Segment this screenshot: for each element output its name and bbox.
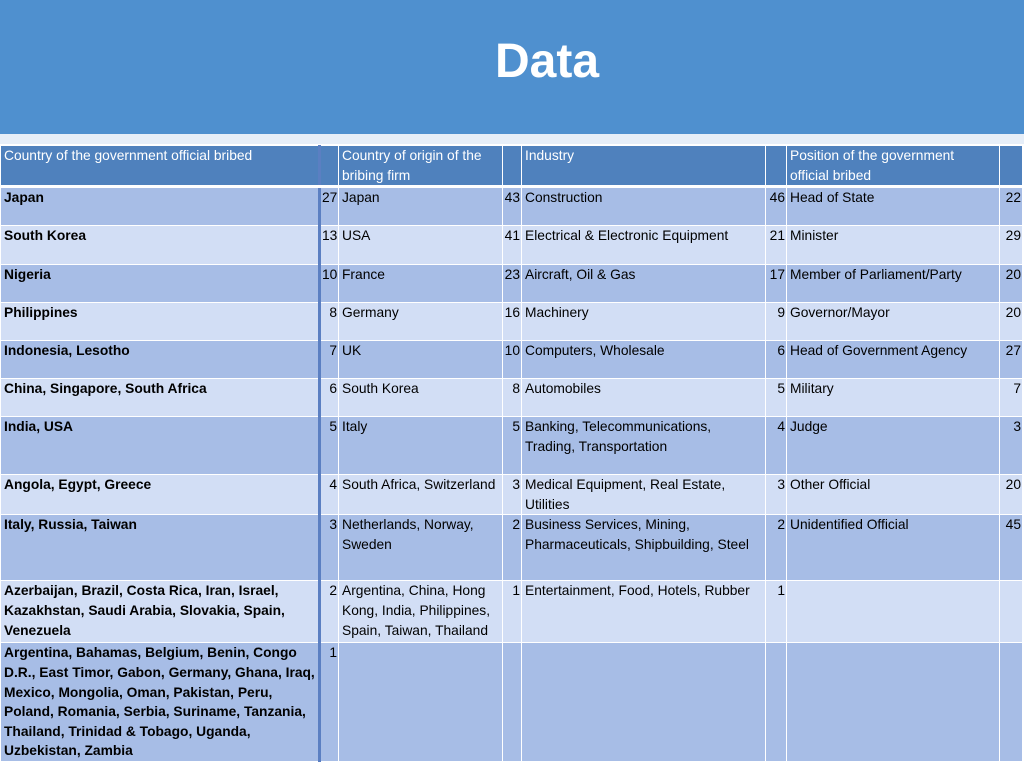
header-position: Position of the government official bribed: [787, 146, 1000, 187]
header-spacer: [320, 146, 339, 187]
industry-count: 9: [766, 303, 787, 341]
country-origin-count: 1: [503, 581, 522, 643]
position-cell: Judge: [787, 417, 1000, 475]
country-origin-cell: [339, 643, 503, 762]
header-industry: Industry: [522, 146, 766, 187]
country-bribed-count: 3: [320, 515, 339, 581]
country-origin-count: 3: [503, 475, 522, 515]
country-bribed-count: 27: [320, 187, 339, 226]
table-row: [1, 643, 1023, 762]
position-count: 7: [1000, 379, 1023, 417]
position-cell: Minister: [787, 226, 1000, 265]
industry-count: 2: [766, 515, 787, 581]
table-row: [1, 475, 1023, 515]
position-count: [1000, 581, 1023, 643]
country-origin-cell: Argentina, China, Hong Kong, India, Philippines, Spain, Taiwan, Thailand: [339, 581, 503, 643]
industry-count: 6: [766, 341, 787, 379]
title-divider: [0, 134, 1024, 144]
header-country-bribed: Country of the government official bribed: [1, 146, 320, 187]
title-bar: [0, 0, 1024, 134]
position-count: 29: [1000, 226, 1023, 265]
position-cell: Member of Parliament/Party: [787, 265, 1000, 303]
country-origin-count: 16: [503, 303, 522, 341]
industry-count: 17: [766, 265, 787, 303]
header-country-origin: Country of origin of the bribing firm: [339, 146, 503, 187]
country-origin-cell: South Korea: [339, 379, 503, 417]
position-count: 20: [1000, 265, 1023, 303]
industry-cell: Construction: [522, 187, 766, 226]
country-bribed-cell: Nigeria: [1, 265, 320, 303]
country-origin-count: 41: [503, 226, 522, 265]
position-count: 45: [1000, 515, 1023, 581]
industry-count: 46: [766, 187, 787, 226]
industry-count: [766, 643, 787, 762]
industry-cell: Computers, Wholesale: [522, 341, 766, 379]
country-bribed-count: 13: [320, 226, 339, 265]
position-cell: Other Official: [787, 475, 1000, 515]
position-cell: [787, 643, 1000, 762]
country-origin-count: 23: [503, 265, 522, 303]
position-count: 27: [1000, 341, 1023, 379]
industry-cell: Entertainment, Food, Hotels, Rubber: [522, 581, 766, 643]
header-row: [1, 146, 1023, 187]
industry-cell: Business Services, Mining, Pharmaceuticals, Shipbuilding, Steel: [522, 515, 766, 581]
country-bribed-cell: China, Singapore, South Africa: [1, 379, 320, 417]
country-bribed-cell: Italy, Russia, Taiwan: [1, 515, 320, 581]
table-row: [1, 379, 1023, 417]
header-spacer: [503, 146, 522, 187]
page-title: Data: [494, 35, 600, 88]
country-bribed-cell: South Korea: [1, 226, 320, 265]
country-origin-cell: France: [339, 265, 503, 303]
header-spacer: [1000, 146, 1023, 187]
country-bribed-count: 2: [320, 581, 339, 643]
table-row: [1, 341, 1023, 379]
country-origin-cell: South Africa, Switzerland: [339, 475, 503, 515]
country-bribed-cell: Indonesia, Lesotho: [1, 341, 320, 379]
position-cell: Governor/Mayor: [787, 303, 1000, 341]
industry-cell: Electrical & Electronic Equipment: [522, 226, 766, 265]
country-bribed-cell: India, USA: [1, 417, 320, 475]
country-bribed-count: 1: [320, 643, 339, 762]
table-row: [1, 265, 1023, 303]
country-origin-count: [503, 643, 522, 762]
country-origin-count: 43: [503, 187, 522, 226]
header-spacer: [766, 146, 787, 187]
country-origin-cell: UK: [339, 341, 503, 379]
table-row: [1, 581, 1023, 643]
position-cell: Unidentified Official: [787, 515, 1000, 581]
table-row: [1, 303, 1023, 341]
country-origin-count: 10: [503, 341, 522, 379]
table-row: [1, 417, 1023, 475]
country-bribed-cell: Argentina, Bahamas, Belgium, Benin, Congo D.R., East Timor, Gabon, Germany, Ghana, Iraq, Mexico, Mongolia, Oman, Pakistan, Peru, Poland, Romania, Serbia, Suriname, Tanzania, Thailand, Trinidad & Tobago, Uganda, Uzbekistan, Zambia: [1, 643, 320, 762]
bribery-data-table: [0, 145, 1023, 762]
position-count: [1000, 643, 1023, 762]
industry-cell: Medical Equipment, Real Estate, Utilities: [522, 475, 766, 515]
industry-cell: [522, 643, 766, 762]
industry-count: 3: [766, 475, 787, 515]
position-cell: [787, 581, 1000, 643]
country-bribed-count: 4: [320, 475, 339, 515]
country-origin-count: 2: [503, 515, 522, 581]
position-count: 20: [1000, 303, 1023, 341]
industry-count: 21: [766, 226, 787, 265]
country-bribed-cell: Philippines: [1, 303, 320, 341]
industry-cell: Automobiles: [522, 379, 766, 417]
table-row: [1, 226, 1023, 265]
industry-cell: Machinery: [522, 303, 766, 341]
country-origin-cell: Netherlands, Norway, Sweden: [339, 515, 503, 581]
country-bribed-count: 6: [320, 379, 339, 417]
country-origin-cell: Italy: [339, 417, 503, 475]
position-cell: Military: [787, 379, 1000, 417]
country-bribed-count: 8: [320, 303, 339, 341]
position-cell: Head of Government Agency: [787, 341, 1000, 379]
position-count: 22: [1000, 187, 1023, 226]
position-count: 20: [1000, 475, 1023, 515]
country-bribed-count: 10: [320, 265, 339, 303]
industry-cell: Banking, Telecommunications, Trading, Transportation: [522, 417, 766, 475]
industry-cell: Aircraft, Oil & Gas: [522, 265, 766, 303]
country-origin-count: 8: [503, 379, 522, 417]
country-origin-cell: Germany: [339, 303, 503, 341]
table-row: [1, 187, 1023, 226]
country-bribed-cell: Japan: [1, 187, 320, 226]
table-row: [1, 515, 1023, 581]
position-cell: Head of State: [787, 187, 1000, 226]
country-origin-cell: USA: [339, 226, 503, 265]
industry-count: 1: [766, 581, 787, 643]
country-bribed-count: 5: [320, 417, 339, 475]
country-bribed-cell: Azerbaijan, Brazil, Costa Rica, Iran, Israel, Kazakhstan, Saudi Arabia, Slovakia, Spain, Venezuela: [1, 581, 320, 643]
industry-count: 4: [766, 417, 787, 475]
position-count: 3: [1000, 417, 1023, 475]
industry-count: 5: [766, 379, 787, 417]
country-bribed-count: 7: [320, 341, 339, 379]
country-bribed-cell: Angola, Egypt, Greece: [1, 475, 320, 515]
country-origin-count: 5: [503, 417, 522, 475]
country-origin-cell: Japan: [339, 187, 503, 226]
